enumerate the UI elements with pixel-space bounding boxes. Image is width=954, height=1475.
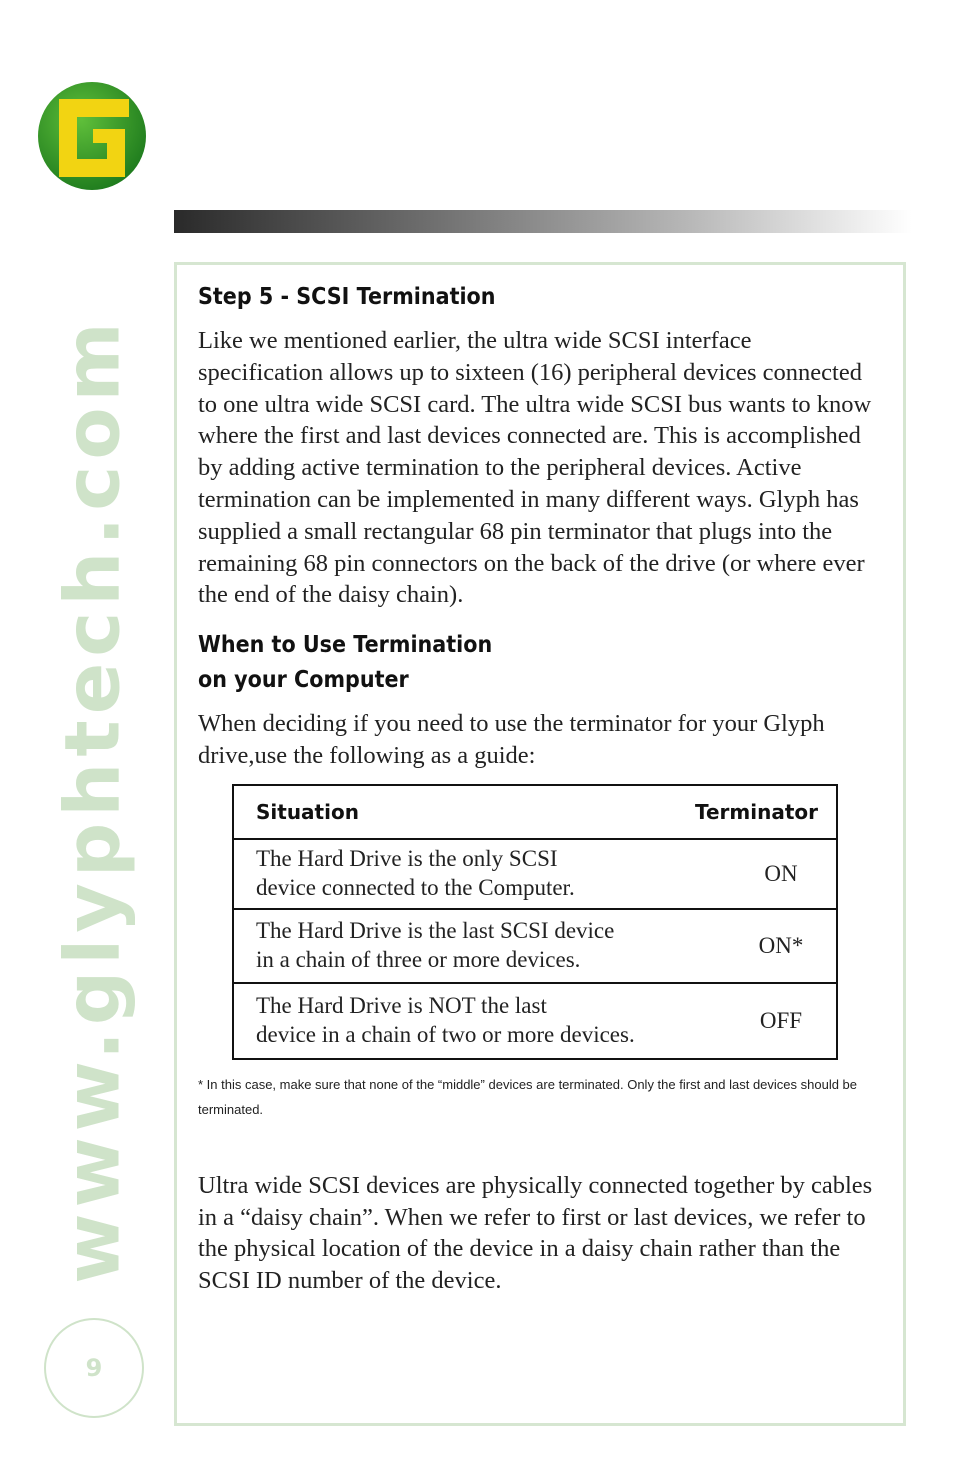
page-number xyxy=(44,1318,144,1418)
situation-line1: The Hard Drive is NOT the last xyxy=(256,993,547,1019)
situation-line2: device connected to the Computer. xyxy=(256,874,575,900)
subheading-line1: When to Use Termination xyxy=(198,632,493,659)
termination-table xyxy=(232,784,838,1060)
terminator-cell: ON xyxy=(764,860,798,886)
intro-paragraph: Like we mentioned earlier, the ultra wide SCSI interface specification allows up to sixteen (16) peripheral devices connected to one ultra wide SCSI card. The ultra wide SCSI bus wants to know where the first and last devices connected are. This is accomplished by adding active termination to the peripheral devices. Active termination can be implemented in many different ways. Glyph has supplied a small rectangular 68 pin terminator that plugs into the remaining 68 pin connectors on the back of the drive (or where ever the end of the daisy chain). xyxy=(198,327,872,609)
section-heading: Step 5 - SCSI Termination xyxy=(198,284,496,310)
glyph-logo-icon xyxy=(37,81,147,191)
guide-paragraph: When deciding if you need to use the terminator for your Glyph drive,use the following as a guide: xyxy=(198,710,825,769)
table-header xyxy=(234,786,836,840)
content-area xyxy=(198,280,878,1297)
table-footnote: * In this case, make sure that none of the “middle” devices are terminated. Only the first and last devices should be terminated. xyxy=(198,1076,858,1117)
header-terminator: Terminator xyxy=(694,799,818,824)
table-row xyxy=(234,984,836,1058)
website-url: www.glyphtech.com xyxy=(47,316,137,1284)
situation-cell xyxy=(234,911,716,980)
header-gradient-bar xyxy=(174,210,912,233)
terminator-cell: OFF xyxy=(759,1007,803,1033)
subheading-line2: on your Computer xyxy=(198,667,409,694)
terminator-cell: ON* xyxy=(758,932,804,958)
subheading xyxy=(198,628,810,698)
situation-cell xyxy=(234,839,716,908)
situation-line2: device in a chain of two or more devices. xyxy=(256,1021,635,1047)
table-row xyxy=(234,840,836,910)
situation-line2: in a chain of three or more devices. xyxy=(256,946,581,972)
situation-line1: The Hard Drive is the only SCSI xyxy=(256,846,558,872)
closing-paragraph: Ultra wide SCSI devices are physically connected together by cables in a “daisy chain”. When we refer to first or last devices, we refer to the physical location of the device in a daisy chain rather than the SCSI ID number of the device. xyxy=(198,1171,873,1295)
header-situation: Situation xyxy=(256,799,359,824)
table-row xyxy=(234,910,836,984)
situation-line1: The Hard Drive is the last SCSI device xyxy=(256,918,615,944)
situation-cell xyxy=(234,986,716,1055)
page-number-label: 9 xyxy=(85,1354,103,1382)
